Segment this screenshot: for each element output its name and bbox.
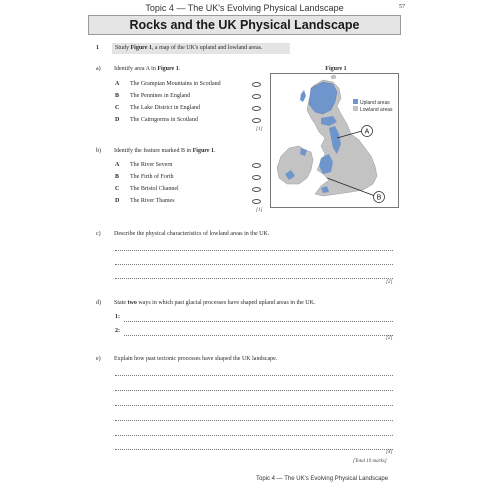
option-letter: C [115, 186, 120, 192]
answer-oval[interactable] [252, 187, 261, 192]
answer-line[interactable] [115, 390, 393, 391]
legend-label-lowland: Lowland areas [360, 107, 393, 113]
answer-line[interactable] [115, 375, 393, 376]
part-e-question: Explain how past tectonic processes have shaped the UK landscape. [114, 356, 278, 362]
uk-map-svg [271, 74, 398, 207]
option-letter: D [115, 117, 120, 123]
option-letter: D [115, 198, 120, 204]
legend-swatch-lowland [353, 106, 358, 111]
ireland-lowland [277, 146, 313, 184]
orkney [331, 75, 336, 79]
option-text: The Grampian Mountains in Scotland [130, 81, 221, 87]
part-b-text-pre: Identify the feature marked B in [114, 148, 193, 154]
answer-oval[interactable] [252, 199, 261, 204]
footer-topic: Topic 4 — The UK's Evolving Physical Landscape [256, 476, 389, 482]
option-letter: A [115, 162, 120, 168]
part-a-label: a) [96, 66, 101, 72]
topic-header: Topic 4 — The UK's Evolving Physical Landscape [145, 3, 344, 13]
answer-line[interactable] [115, 420, 393, 421]
answer-line[interactable] [124, 335, 393, 336]
answer-line[interactable] [115, 278, 393, 279]
part-a-figure-ref: Figure 1 [157, 66, 179, 72]
answer-oval[interactable] [252, 163, 261, 168]
answer-1-label: 1: [115, 314, 120, 320]
option-text: The Pennines in England [130, 93, 191, 99]
option-text: The Lake District in England [130, 105, 200, 111]
marks-label: [2] [386, 280, 393, 285]
title-banner [88, 15, 401, 35]
intro-pre: Study [115, 45, 131, 51]
part-b-text-post: . [214, 148, 216, 154]
part-c-question: Describe the physical characteristics of lowland areas in the UK. [114, 231, 270, 237]
marks-label: [2] [386, 336, 393, 341]
page-number: 57 [399, 4, 405, 10]
marker-a-label: A [364, 128, 370, 136]
part-e-label: e) [96, 356, 101, 362]
answer-2-label: 2: [115, 328, 120, 334]
part-a-text-post: . [178, 66, 181, 72]
intro-post: , a map of the UK's upland and lowland areas. [151, 45, 263, 51]
uk-map-figure [270, 73, 399, 208]
question-number: 1 [96, 45, 99, 51]
marks-label: [1] [256, 127, 263, 132]
legend-label-upland: Upland areas [360, 100, 390, 106]
legend-swatch-upland [353, 99, 358, 104]
part-b-figure-ref: Figure 1 [192, 148, 215, 154]
part-d-text-bold: two [127, 300, 137, 306]
answer-oval[interactable] [252, 175, 261, 180]
answer-line[interactable] [115, 405, 393, 406]
option-text: The Cairngorms in Scotland [130, 117, 198, 123]
option-text: The River Thames [130, 198, 175, 204]
marks-label: [4] [386, 450, 393, 455]
total-marks: [Total 10 marks] [353, 459, 387, 464]
part-b-label: b) [96, 148, 101, 154]
option-text: The Bristol Channel [130, 186, 179, 192]
answer-oval[interactable] [252, 82, 261, 87]
part-d-question [114, 300, 315, 306]
part-b-question [114, 148, 216, 154]
part-d-text-post: ways in which past glacial processes have shaped upland areas in the UK. [136, 300, 316, 306]
part-d-text-pre: State [114, 300, 128, 306]
answer-line[interactable] [115, 264, 393, 265]
page-title: Rocks and the UK Physical Landscape [129, 18, 360, 32]
marker-b-label: B [376, 194, 382, 202]
intro-figure-ref: Figure 1 [130, 45, 152, 51]
answer-oval[interactable] [252, 118, 261, 123]
answer-oval[interactable] [252, 106, 261, 111]
figure-title: Figure 1 [325, 66, 347, 72]
answer-line[interactable] [115, 449, 393, 450]
option-text: The River Severn [130, 162, 173, 168]
marks-label: [1] [256, 208, 263, 213]
part-d-label: d) [96, 300, 101, 306]
answer-line[interactable] [115, 435, 393, 436]
answer-oval[interactable] [252, 94, 261, 99]
option-letter: B [115, 93, 120, 99]
answer-line[interactable] [115, 250, 393, 251]
part-c-label: c) [96, 231, 101, 237]
option-letter: C [115, 105, 120, 111]
part-a-question [114, 66, 180, 72]
option-text: The Firth of Forth [130, 174, 174, 180]
hebrides [300, 90, 306, 102]
option-letter: B [115, 174, 120, 180]
option-letter: A [115, 81, 120, 87]
part-a-text-pre: Identify area A in [114, 66, 158, 72]
answer-line[interactable] [124, 321, 393, 322]
question-intro [112, 43, 290, 54]
